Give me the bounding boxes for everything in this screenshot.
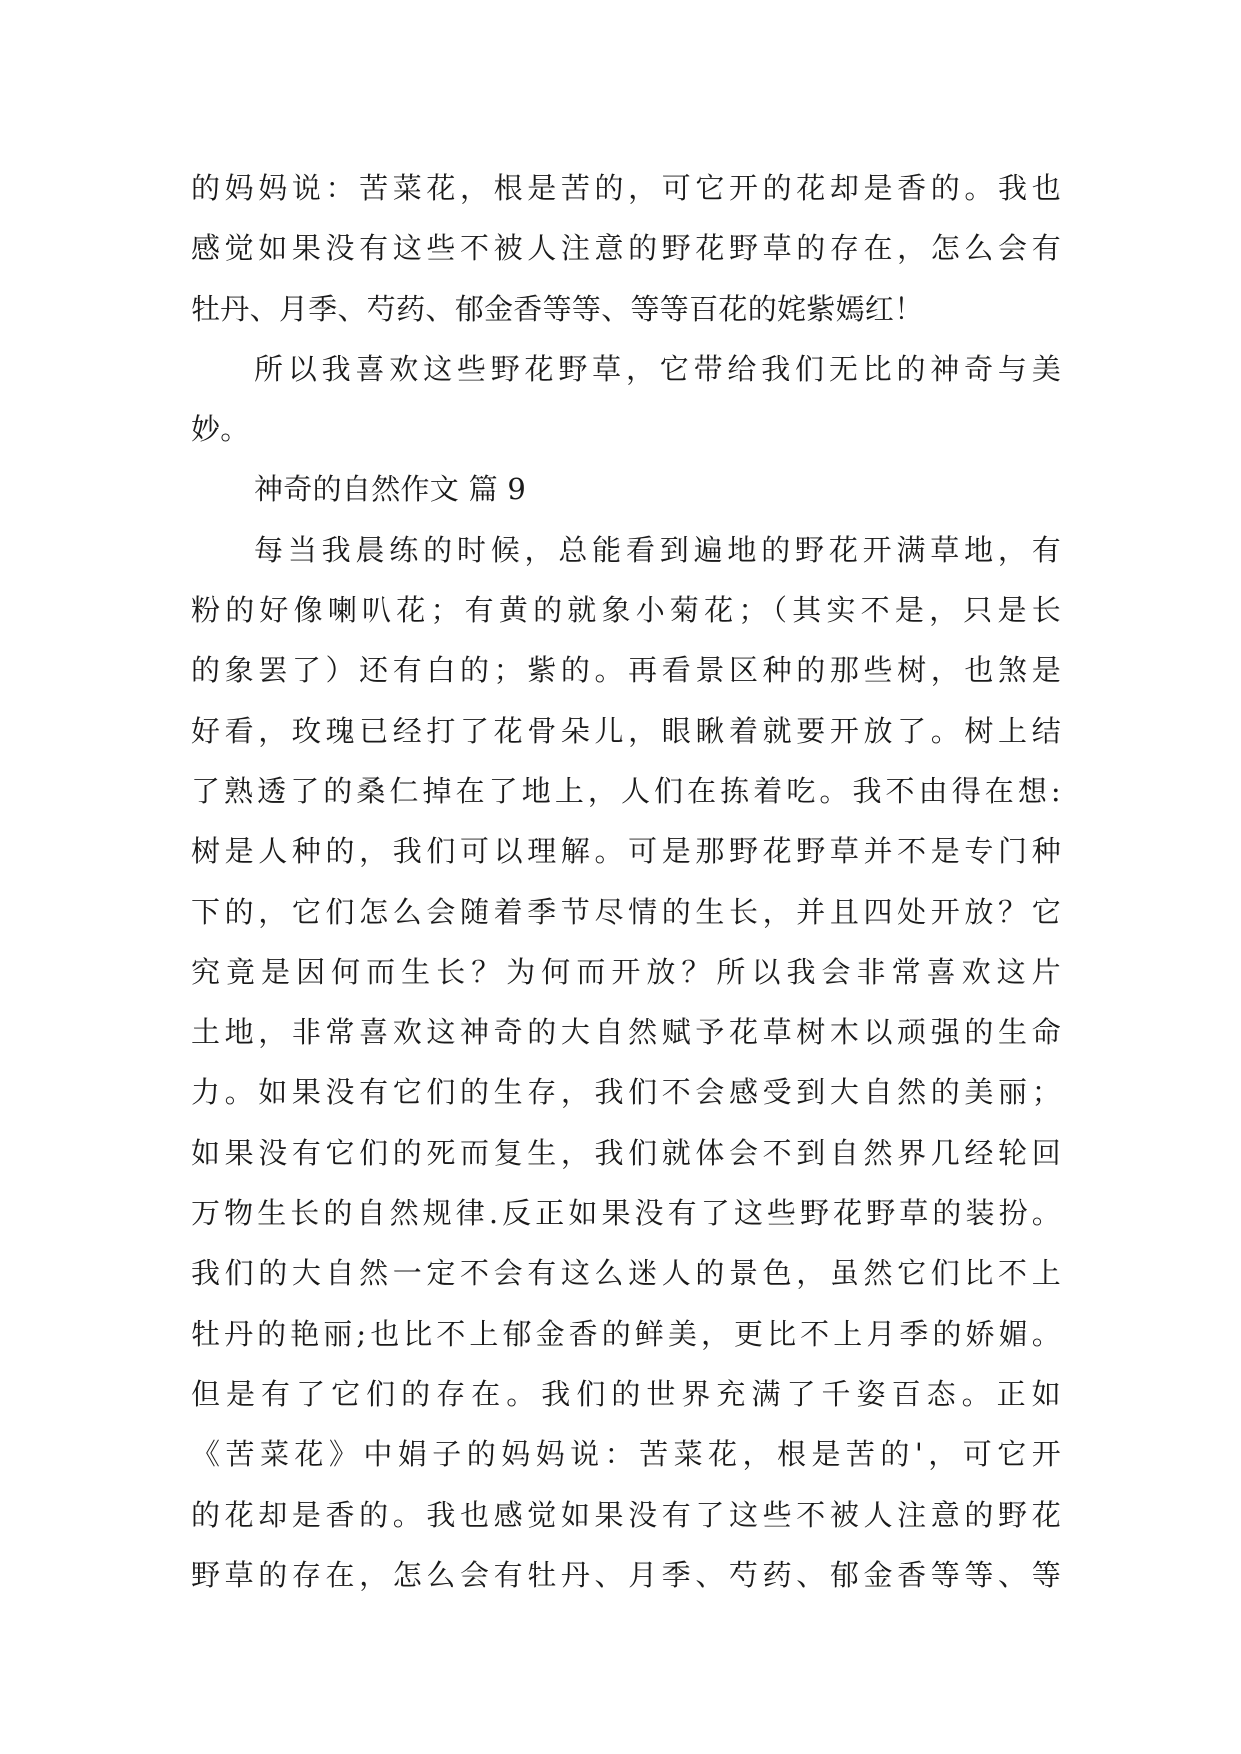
text-line: 我们的大自然一定不会有这么迷人的景色，虽然它们比不上 <box>191 1256 1061 1291</box>
document-body <box>191 158 1061 1605</box>
text-line: 如果没有它们的死而复生，我们就体会不到自然界几经轮回 <box>191 1135 1061 1170</box>
text-line: 的象罢了）还有白的；紫的。再看景区种的那些树，也煞是 <box>191 653 1061 688</box>
text-line: 土地，非常喜欢这神奇的大自然赋予花草树木以顽强的生命 <box>191 1015 1061 1050</box>
text-line: 好看，玫瑰已经打了花骨朵儿，眼瞅着就要开放了。树上结 <box>191 713 1061 748</box>
text-line: 感觉如果没有这些不被人注意的野花野草的存在，怎么会有 <box>191 231 1061 266</box>
text-line: 力。如果没有它们的生存，我们不会感受到大自然的美丽； <box>191 1075 1061 1110</box>
text-line: 下的，它们怎么会随着季节尽情的生长，并且四处开放？它 <box>191 894 1061 929</box>
paragraph-first-line: 所以我喜欢这些野花野草，它带给我们无比的神奇与美 <box>254 351 1061 386</box>
text-line: 了熟透了的桑仁掉在了地上，人们在拣着吃。我不由得在想: <box>191 773 1061 808</box>
text-line: 野草的存在，怎么会有牡丹、月季、芍药、郁金香等等、等 <box>191 1557 1061 1592</box>
text-line: 究竟是因何而生长？为何而开放？所以我会非常喜欢这片 <box>191 954 1061 989</box>
text-line: 万物生长的自然规律.反正如果没有了这些野花野草的装扮。 <box>191 1196 1061 1231</box>
text-line: 树是人种的，我们可以理解。可是那野花野草并不是专门种 <box>191 834 1061 869</box>
section-heading: 神奇的自然作文 篇 9 <box>254 472 527 507</box>
paragraph-first-line: 每当我晨练的时候，总能看到遍地的野花开满草地，有 <box>254 532 1061 567</box>
text-line: 牡丹的艳丽;也比不上郁金香的鲜美，更比不上月季的娇媚。 <box>191 1316 1061 1351</box>
text-line: 的花却是香的。我也感觉如果没有了这些不被人注意的野花 <box>191 1497 1061 1532</box>
text-line: 《苦菜花》中娟子的妈妈说：苦菜花，根是苦的'，可它开 <box>191 1437 1061 1472</box>
text-line: 的妈妈说：苦菜花，根是苦的，可它开的花却是香的。我也 <box>191 171 1061 205</box>
text-line: 但是有了它们的存在。我们的世界充满了千姿百态。正如 <box>191 1376 1061 1411</box>
text-line: 牡丹、月季、芍药、郁金香等等、等等百花的姹紫嫣红！ <box>191 291 924 326</box>
text-line: 粉的好像喇叭花；有黄的就象小菊花；（其实不是，只是长 <box>191 593 1061 628</box>
text-line: 妙。 <box>191 412 250 447</box>
